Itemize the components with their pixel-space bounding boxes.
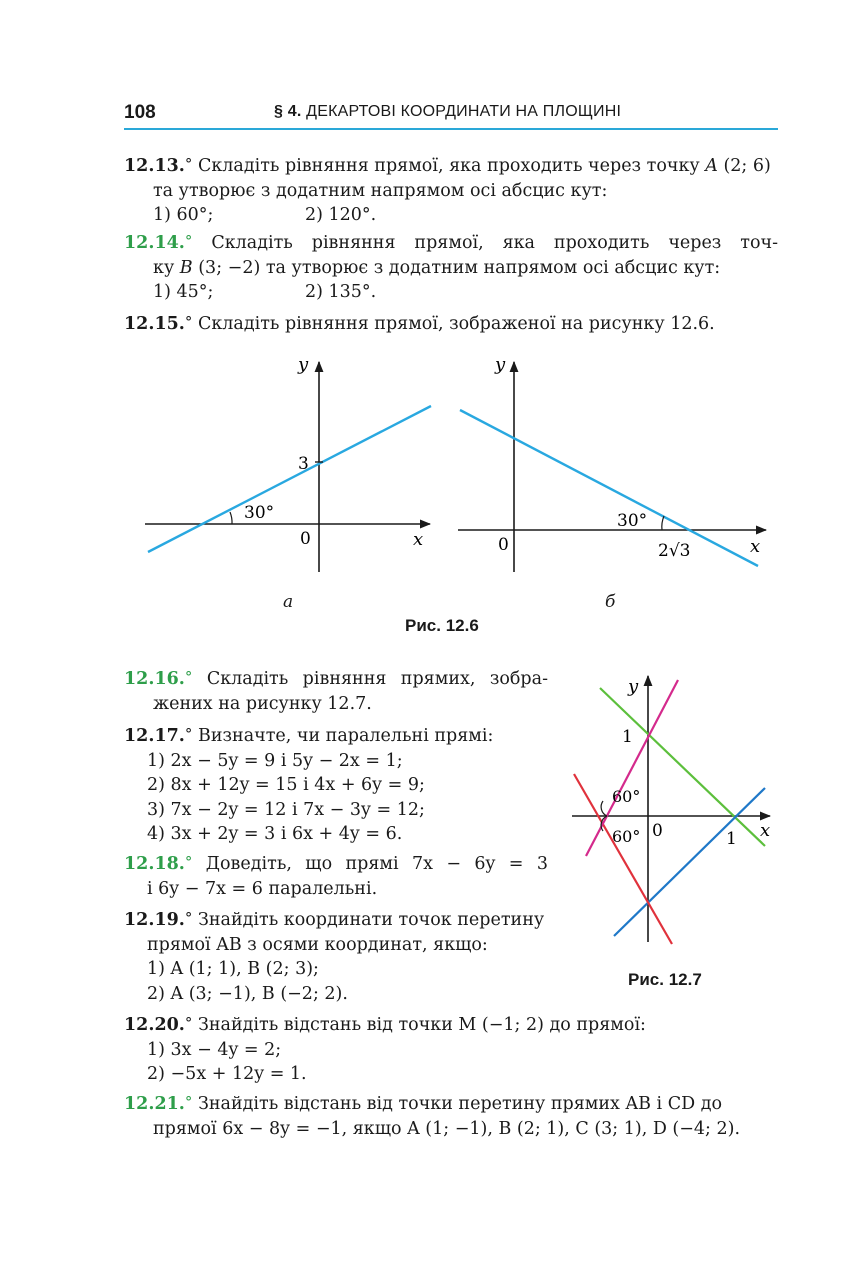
- problem-number: 12.17.: [124, 726, 185, 746]
- problem-text: Знайдіть відстань від точки перетину прямих AB і CD до: [197, 1094, 723, 1114]
- x-axis-label: x: [413, 529, 424, 550]
- option: 3) 7x − 2y = 12 і 7x − 3y = 12;: [147, 799, 425, 820]
- page-number: 108: [124, 102, 156, 123]
- figure-12-7: [560, 670, 790, 960]
- section-title: [274, 103, 621, 121]
- figure-12-6-b-label: б: [605, 592, 616, 612]
- line-green: [600, 688, 765, 846]
- angle-label: 30°: [244, 503, 275, 523]
- y-intercept-label: 3: [298, 454, 309, 474]
- angle-label: 30°: [617, 511, 648, 531]
- problem-text: та утворює з додатним напрямом осі абсцис кут:: [153, 180, 608, 201]
- problem-text: Доведіть, що прямі 7x − 6y = 3: [205, 854, 548, 874]
- x-intercept-label: 2√3: [658, 541, 691, 561]
- x-axis-label: x: [750, 536, 761, 557]
- point-label: B: [179, 257, 193, 278]
- figure-12-6-a-label: а: [283, 592, 294, 612]
- angle-label-lower: 60°: [612, 827, 641, 846]
- option: 1) A (1; 1), B (2; 3);: [147, 959, 319, 979]
- problem-text: ку: [153, 257, 180, 278]
- problem-text: Складіть рівняння прямих, зобра-: [206, 669, 548, 689]
- line-a: [148, 406, 431, 552]
- problem-12-13: 12.13.° Складіть рівняння прямої, яка проходить через точку A (2; 6) та утворює з додатним напрямом осі абсцис кут: 1) 60°; 2) 120°.: [124, 152, 778, 228]
- problem-text: Складіть рівняння прямої, зображеної на рисунку 12.6.: [197, 314, 715, 334]
- y-axis-label: y: [495, 354, 506, 375]
- problem-12-20: 12.20.° Знайдіть відстань від точки M (−1; 2) до прямої: 1) 3x − 4y = 2; 2) −5x + 12y = 1.: [124, 1011, 778, 1087]
- problem-text: Визначте, чи паралельні прямі:: [197, 726, 494, 746]
- problem-12-15: 12.15.° Складіть рівняння прямої, зображеної на рисунку 12.6.: [124, 313, 715, 334]
- problem-text: Складіть рівняння прямої, яка проходить через точку: [197, 156, 706, 176]
- problem-12-21: 12.21.° Знайдіть відстань від точки перетину прямих AB і CD до прямої 6x − 8y = −1, якщо A (1; −1), B (2; 1), C (3; 1), D (−4; 2).: [124, 1090, 778, 1141]
- problem-number: 12.13.: [124, 156, 185, 176]
- option: 2) −5x + 12y = 1.: [147, 1064, 307, 1084]
- section-title-text: ДЕКАРТОВІ КООРДИНАТИ НА ПЛОЩИНІ: [306, 103, 622, 120]
- option: 2) 120°.: [305, 205, 377, 225]
- problem-12-17: 12.17.° Визначте, чи паралельні прямі: 1) 2x − 5y = 9 і 5y − 2x = 1; 2) 8x + 12y = 15 і 4x + 6y = 9; 3) 7x − 2y = 12 і 7x − 3y = 12; 4) 3x + 2y = 3 і 6x + 4y = 6.: [124, 722, 548, 847]
- y-axis-label: y: [628, 676, 639, 697]
- problem-text: Знайдіть відстань від точки M (−1; 2) до прямої:: [197, 1015, 646, 1035]
- figure-12-6-b: [458, 354, 766, 572]
- header-rule: [124, 128, 778, 130]
- option: 1) 3x − 4y = 2;: [147, 1039, 282, 1060]
- figure-12-7-caption: Рис. 12.7: [628, 970, 702, 989]
- x-tick-label: 1: [726, 829, 737, 849]
- origin-label: 0: [498, 535, 509, 555]
- problem-text: (3; −2) та утворює з додатним напрямом осі абсцис кут:: [192, 257, 721, 278]
- option: 1) 60°;: [153, 205, 214, 225]
- problem-number: 12.20.: [124, 1015, 185, 1035]
- problem-text: прямої 6x − 8y = −1, якщо A (1; −1), B (2; 1), C (3; 1), D (−4; 2).: [153, 1118, 741, 1139]
- y-tick-label: 1: [622, 727, 633, 747]
- line-blue: [614, 788, 765, 936]
- angle-arc: [662, 516, 664, 530]
- problem-12-19: 12.19.° Знайдіть координати точок перетину прямої AB з осями координат, якщо: 1) A (1; 1), B (2; 3); 2) A (3; −1), B (−2; 2).: [124, 906, 548, 1006]
- angle-arc-upper: [601, 801, 607, 816]
- problem-number: 12.21.: [124, 1094, 185, 1114]
- problem-text: прямої AB з осями координат, якщо:: [147, 934, 488, 955]
- angle-label-upper: 60°: [612, 787, 641, 806]
- problem-12-18: 12.18.° Доведіть, що прямі 7x − 6y = 3 і 6y − 7x = 6 паралельні.: [124, 850, 548, 901]
- origin-label: 0: [300, 529, 311, 549]
- x-axis-label: x: [760, 820, 771, 841]
- problem-text: Складіть рівняння прямої, яка проходить через точ-: [211, 233, 778, 253]
- problem-number: 12.14.: [124, 233, 185, 253]
- section-mark: § 4.: [274, 103, 302, 120]
- option: 1) 45°;: [153, 282, 214, 302]
- option: 1) 2x − 5y = 9 і 5y − 2x = 1;: [147, 750, 403, 771]
- problem-12-14: 12.14.° Складіть рівняння прямої, яка проходить через точ- ку B (3; −2) та утворює з додатним напрямом осі абсцис кут: 1) 45°; 2) 135°.: [124, 229, 778, 305]
- problem-text: і 6y − 7x = 6 паралельні.: [147, 878, 378, 899]
- option: 2) 135°.: [305, 282, 377, 302]
- point-label: A: [705, 156, 718, 176]
- problem-number: 12.15.: [124, 314, 185, 334]
- problem-number: 12.16.: [124, 669, 185, 689]
- origin-label: 0: [652, 821, 663, 841]
- problem-text: Знайдіть координати точок перетину: [197, 910, 545, 930]
- problem-12-16: 12.16.° Складіть рівняння прямих, зобра- жених на рисунку 12.7.: [124, 665, 548, 716]
- figure-12-6: [0, 340, 850, 590]
- option: 2) A (3; −1), B (−2; 2).: [147, 983, 348, 1004]
- problem-text: (2; 6): [717, 156, 771, 176]
- option: 4) 3x + 2y = 3 і 6x + 4y = 6.: [147, 824, 403, 844]
- angle-arc: [230, 512, 232, 524]
- figure-12-6-caption: Рис. 12.6: [405, 616, 479, 635]
- page-header: [124, 100, 778, 130]
- y-axis-label: y: [298, 354, 309, 375]
- problem-number: 12.19.: [124, 910, 185, 930]
- problem-text: жених на рисунку 12.7.: [153, 693, 372, 714]
- option: 2) 8x + 12y = 15 і 4x + 6y = 9;: [147, 775, 425, 795]
- figure-12-6-a: [145, 354, 431, 572]
- problem-number: 12.18.: [124, 854, 185, 874]
